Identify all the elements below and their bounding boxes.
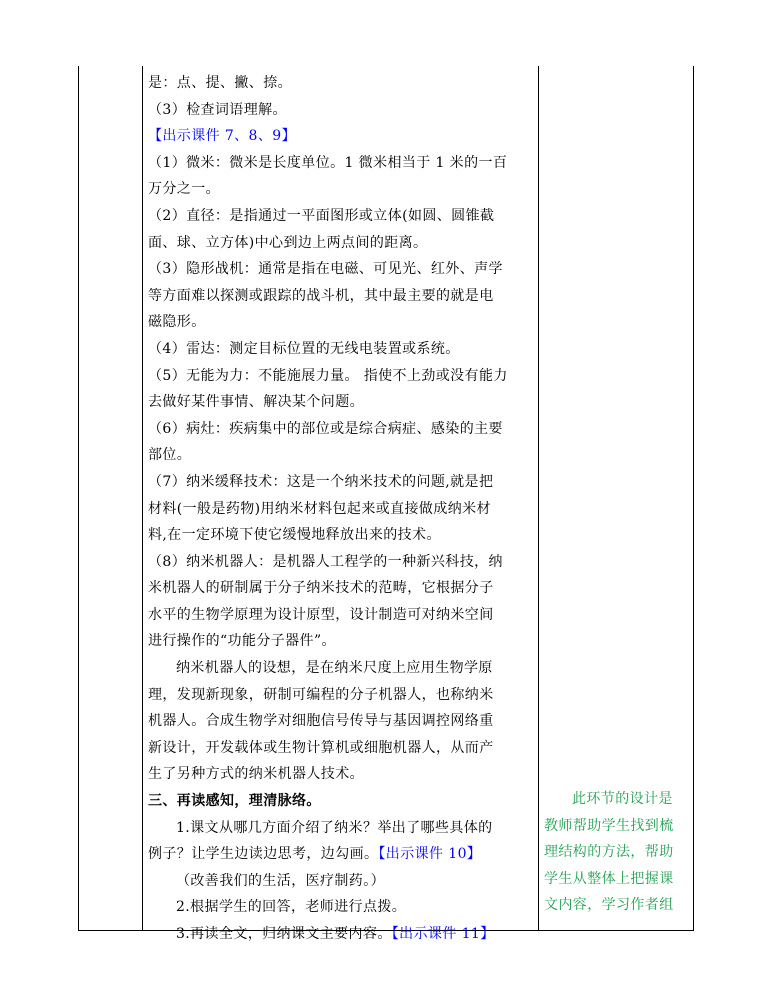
main-line — [148, 336, 540, 363]
main-line-text: 水平的生物学原理为设计原型，设计制造可对纳米空间 — [148, 606, 494, 623]
main-line — [148, 70, 540, 97]
main-line — [148, 230, 540, 257]
main-line-text: 2.根据学生的回答，老师进行点拨。 — [176, 899, 407, 916]
table-border-right — [693, 66, 694, 930]
main-line — [148, 575, 540, 602]
main-line — [148, 655, 540, 682]
main-line-text: （1）微米：微米是长度单位。1 微米相当于 1 米的一百 — [148, 154, 508, 171]
courseware-tag: 【出示课件 11】 — [391, 926, 495, 942]
design-note-line: 理结构的方法，帮助 — [544, 844, 674, 861]
main-line — [148, 761, 540, 788]
main-line-text: 磁隐形。 — [148, 314, 206, 331]
main-line — [148, 150, 540, 177]
main-line-text: （8）纳米机器人：是机器人工程学的一种新兴科技，纳 — [148, 553, 503, 570]
main-line — [148, 815, 540, 842]
main-line-text: 部位。 — [148, 447, 192, 464]
main-line-text: 是：点、提、撇、捺。 — [148, 75, 292, 91]
main-line — [148, 549, 540, 576]
main-line — [148, 389, 540, 416]
main-line-text: （6）病灶：疾病集中的部位或是综合病症、感染的主要 — [148, 420, 503, 437]
design-note-line: 此环节的设计是 — [572, 791, 673, 807]
main-line — [148, 868, 540, 895]
main-line — [148, 602, 540, 629]
main-line — [148, 682, 540, 709]
main-line-text: 理，发现新现象，研制可编程的分子机器人，也称纳米 — [148, 686, 494, 703]
main-line-text: （3）隐形战机：通常是指在电磁、可见光、红外、声学 — [148, 261, 503, 278]
main-line — [148, 522, 540, 549]
courseware-tag: 【出示课件 10】 — [378, 846, 482, 863]
main-line-text: 例子？让学生边读边思考，边勾画。 — [148, 846, 379, 863]
main-line-text: 料,在一定环境下使它缓慢地释放出来的技术。 — [148, 527, 441, 544]
main-line-text: （4）雷达：测定目标位置的无线电装置或系统。 — [148, 340, 460, 357]
main-line — [148, 469, 540, 496]
main-line — [148, 708, 540, 735]
main-line-text: 材料(一般是药物)用纳米材料包起来或直接做成纳米材 — [148, 500, 491, 517]
design-note-line: 学生从整体上把握课 — [544, 870, 674, 887]
main-line-text: 等方面难以探测或跟踪的战斗机，其中最主要的就是电 — [148, 287, 494, 304]
design-intent-column — [544, 786, 686, 919]
main-line-text: 3.再读全文，归纳课文主要内容。 — [176, 926, 392, 942]
design-note-line: 文内容，学习作者组 — [544, 897, 674, 914]
design-note-line: 教师帮助学生找到梳 — [544, 817, 674, 834]
main-line-text: 【出示课件 7、8、9】 — [148, 128, 296, 145]
main-line-text: 面、球、立方体)中心到边上两点间的距离。 — [148, 234, 428, 251]
main-line — [148, 123, 540, 150]
main-line-text: 米机器人的研制属于分子纳米技术的范畴，它根据分子 — [148, 580, 494, 597]
main-line-text: （改善我们的生活，医疗制药。） — [176, 872, 385, 889]
main-line-text: （5）无能为力：不能施展力量。 指使不上劲或没有能力 — [148, 367, 508, 384]
main-line — [148, 894, 540, 921]
main-line — [148, 735, 540, 762]
main-line-text: 生了另种方式的纳米机器人技术。 — [148, 766, 364, 783]
main-line-text: （2）直径：是指通过一平面图形或立体(如圆、圆锥截 — [148, 207, 495, 224]
table-divider-1 — [142, 66, 143, 930]
main-line-text: （3）检查词语理解。 — [148, 101, 287, 118]
main-line — [148, 283, 540, 310]
main-line-text: 去做好某件事情、解决某个问题。 — [148, 394, 364, 411]
main-line-text: 万分之一。 — [148, 181, 220, 198]
main-line — [148, 176, 540, 203]
table-border-left — [78, 66, 79, 930]
main-line-text: 1.课文从哪几方面介绍了纳米？举出了哪些具体的 — [176, 819, 493, 836]
main-line — [148, 363, 540, 390]
teaching-process-column — [148, 70, 540, 948]
main-line — [148, 416, 540, 443]
main-line — [148, 628, 540, 655]
main-line-text: 新设计，开发载体或生物计算机或细胞机器人，从而产 — [148, 739, 494, 756]
main-line-text: 纳米机器人的设想，是在纳米尺度上应用生物学原 — [176, 660, 493, 677]
main-line-text: 进行操作的“功能分子器件”。 — [148, 633, 336, 650]
main-line — [148, 921, 540, 948]
main-line-text: （7）纳米缓释技术：这是一个纳米技术的问题,就是把 — [148, 473, 494, 490]
main-line — [148, 97, 540, 124]
main-line-text: 机器人。合成生物学对细胞信号传导与基因调控网络重 — [148, 713, 494, 730]
main-line — [148, 309, 540, 336]
main-line — [148, 496, 540, 523]
main-line — [148, 256, 540, 283]
main-line — [148, 841, 540, 868]
main-line — [148, 788, 540, 815]
main-line — [148, 442, 540, 469]
main-line — [148, 203, 540, 230]
main-line-text: 三、再读感知，理清脉络。 — [148, 793, 321, 810]
